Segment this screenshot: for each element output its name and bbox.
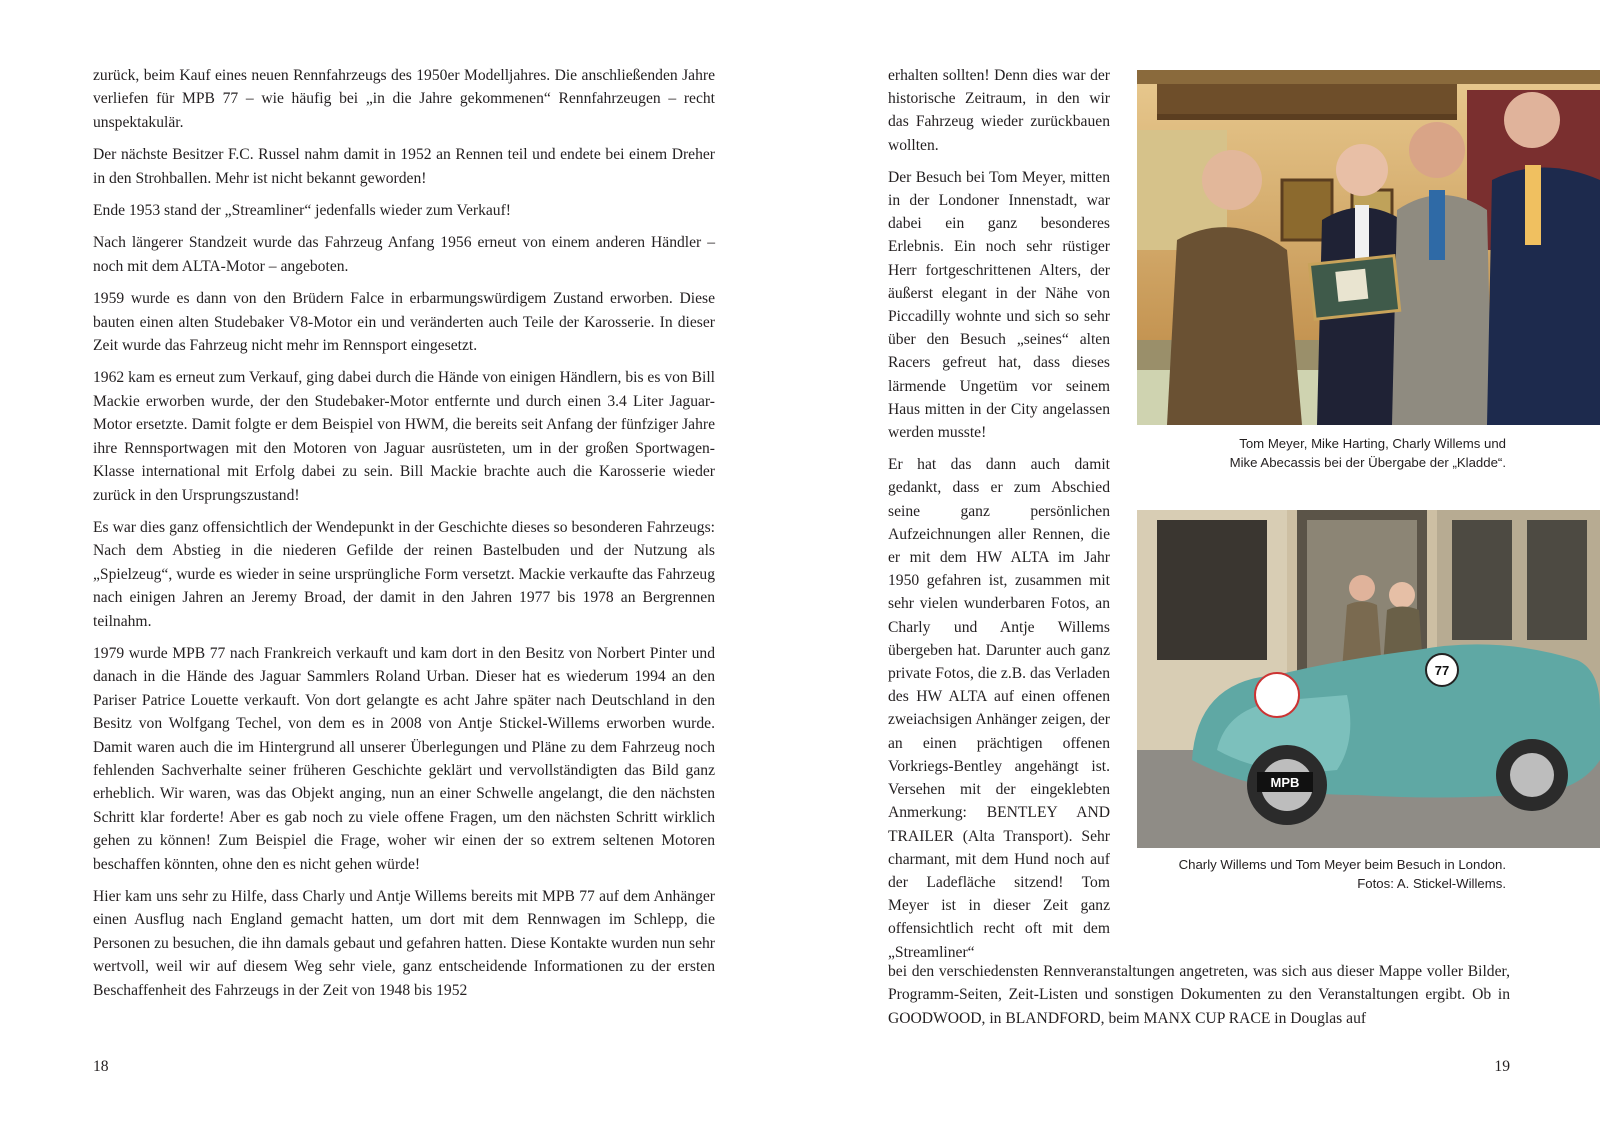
photo-handover-illustration	[1137, 70, 1600, 425]
paragraph: Ende 1953 stand der „Streamliner“ jedenfalls wieder zum Verkauf!	[93, 202, 511, 220]
photo-top-caption	[1120, 434, 1506, 472]
paragraph: Der nächste Besitzer F.C. Russel nahm damit in 1952 an Rennen teil und endete bei einem Dreher in den Strohballen. Mehr ist nicht bekannt geworden!	[93, 146, 715, 187]
photo-car-london	[1137, 510, 1600, 848]
page-number-left: 18	[93, 1058, 109, 1075]
photo-handover-kladde	[1137, 70, 1600, 425]
caption-line: Mike Abecassis bei der Übergabe der „Kladde“.	[1229, 455, 1506, 470]
paragraph: Nach längerer Standzeit wurde das Fahrzeug Anfang 1956 erneut von einem anderen Händler – noch mit dem ALTA-Motor – angeboten.	[93, 234, 715, 275]
photo-credit: Fotos: A. Stickel-Willems.	[1357, 876, 1506, 891]
photo-car-illustration	[1137, 510, 1600, 848]
number-plate: MPB	[1270, 775, 1300, 790]
page-number-right: 19	[1494, 1058, 1510, 1075]
paragraph: Es war dies ganz offensichtlich der Wendepunkt in der Geschichte dieses so besonderen Fahrzeugs: Nach dem Abstieg in die niederen Gefilde der reinen Bastelbuden und der Nutzung als „Spielzeug“, wurde es wieder in seine ursprüngliche Form versetzt. Mackie verkaufte das Fahrzeug nach einigen Jahren an Jeremy Broad, der damit in den Jahren 1977 bis 1978 an Bergrennen teilnahm.	[93, 518, 715, 630]
photo-bottom-caption	[1120, 855, 1506, 893]
paragraph: Er hat das dann auch damit gedankt, dass er zum Abschied seine ganz persönlichen Aufzeichnungen aller Rennen, die er mit dem HW ALTA im Jahr 1950 gefahren ist, zusammen mit sehr vielen wunderbaren Fotos, an Charly und Antje Willems übergeben hat. Darunter auch ganz private Fotos, die z.B. das Verladen des HW ALTA auf einen offenen zweiachsigen Anhänger zeigen, der an einen prächtigen offenen Vorkriegs-Bentley angehängt ist. Versehen mit der eingeklebten Anmerkung: BENTLEY AND TRAILER (Alta Transport). Sehr charmant, mit dem Hund noch auf der Ladefläche sitzend! Tom Meyer ist in dieser Zeit ganz offensichtlich recht oft mit dem „Streamliner“	[888, 456, 1110, 961]
race-number: 77	[1434, 663, 1450, 678]
paragraph: Hier kam uns sehr zu Hilfe, dass Charly und Antje Willems bereits mit MPB 77 auf dem Anhänger einen Ausflug nach England gemacht hatten, um dort mit dem Rennwagen im Schlepp, die Personen zu besuchen, die ihn damals gebaut und gefahren hatten. Diese Kontakte wurden nun sehr wertvoll, weil wir auf diesem Weg sehr viele, ganz entscheidende Informationen zu der ersten Beschaffenheit des Fahrzeugs in der Zeit von 1948 bis 1952	[93, 888, 715, 999]
right-wide-column-text	[888, 960, 1510, 1030]
left-column-text	[93, 64, 715, 1011]
paragraph: Der Besuch bei Tom Meyer, mitten in der Londoner Innenstadt, war dabei ein ganz besonderes Erlebnis. Ein noch sehr rüstiger Herr fortgeschrittenen Alters, der äußerst elegant in der Nähe von Piccadilly wohnte und sich so sehr über den Besuch „seines“ alten Racers gefreut hat, dass dieses lärmende Ungetüm vor seinem Haus mitten in der City angelassen werden musste!	[888, 168, 1110, 442]
caption-line: Tom Meyer, Mike Harting, Charly Willems und	[1239, 436, 1506, 451]
paragraph: 1979 wurde MPB 77 nach Frankreich verkauft und kam dort in den Besitz von Norbert Pinter und danach in die Hände des Jaguar Sammlers Roland Urban. Dieser hat es wiederum 1994 an den Pariser Patrice Louette verkauft. Von dort gelangte es acht Jahre später nach Deutschland in den Besitz von Wolfgang Techel, von dem es in 2008 von Antje Stickel-Willems erworben wurde. Damit waren auch die im Hintergrund all unserer Überlegungen und Pläne zu dem Fahrzeug noch fehlenden Sachverhalte seiner früheren Geschichte geklärt und vervollständigten das Bild ganz erheblich. Wir waren, was das Objekt anging, nun an einer Schwelle angelangt, die den nächsten Schritt klar forderte! Aber es gab noch zu viele offene Fragen, um den nächsten Schritt wirklich gehen zu können! Zum Beispiel die Frage, woher wir einen der so extrem seltenen Motoren beschaffen könnten, ohne den es nicht gehen würde!	[93, 644, 715, 873]
right-page	[800, 0, 1600, 1129]
paragraph: 1962 kam es erneut zum Verkauf, ging dabei durch die Hände von einigen Händlern, bis es von Bill Mackie erworben wurde, der den Studebaker-Motor entfernte und durch einen 3.4 Liter Jaguar-Motor ersetzte. Damit folgte er dem Beispiel von HWM, die bereits seit Anfang der fünfziger Jahre ihre Rennsportwagen mit den Motoren von Jaguar ausrüsteten, um in der großen Sportwagen-Klasse international mit Erfolg dabei zu sein. Bill Mackie brachte auch die Karosserie wieder zurück in den Ursprungszustand!	[93, 369, 716, 504]
paragraph: erhalten sollten! Denn dies war der historische Zeitraum, in den wir das Fahrzeug wieder zurückbauen wollten.	[888, 67, 1110, 154]
paragraph: zurück, beim Kauf eines neuen Rennfahrzeugs des 1950er Modelljahres. Die anschließenden Jahre verliefen für MPB 77 – wie häufig bei „in die Jahre gekommenen“ Rennfahrzeugen – recht unspektakulär.	[93, 67, 715, 131]
paragraph: bei den verschiedensten Rennveranstaltungen angetreten, was sich aus dieser Mappe voller Bilder, Programm-Seiten, Zeit-Listen und sonstigen Dokumenten zu den Veranstaltungen ergibt. Ob in GOODWOOD, in BLANDFORD, beim MANX CUP RACE in Douglas auf	[888, 963, 1510, 1027]
right-narrow-column-text	[888, 64, 1110, 973]
caption-line: Charly Willems und Tom Meyer beim Besuch in London.	[1178, 857, 1506, 872]
paragraph: 1959 wurde es dann von den Brüdern Falce in erbarmungswürdigem Zustand erworben. Diese bauten einen alten Studebaker V8-Motor ein und veränderten auch Teile der Karosserie. In dieser Zeit wurde das Fahrzeug nicht mehr im Rennsport eingesetzt.	[93, 290, 715, 355]
